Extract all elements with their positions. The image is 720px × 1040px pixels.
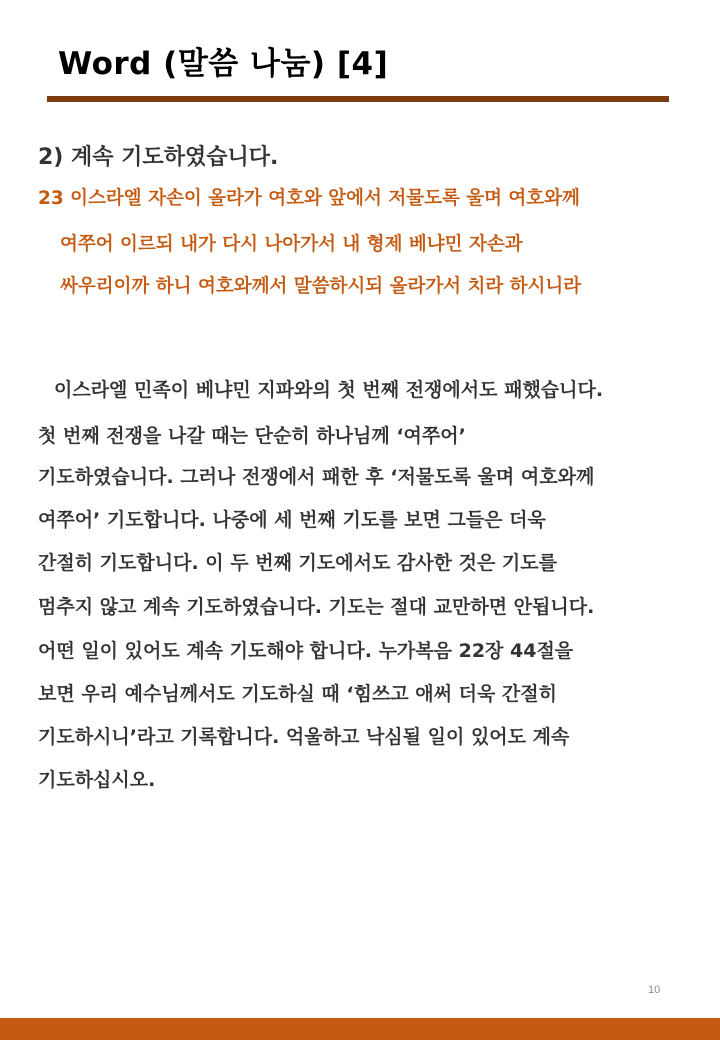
- paragraph-line: 첫 번째 전쟁을 나갈 때는 단순히 하나님께 ‘여쭈어’: [38, 425, 466, 447]
- footer-bar: [0, 1018, 720, 1040]
- slide-title: Word (말씀 나눔) [4]: [58, 46, 389, 82]
- paragraph-line: 여쭈어’ 기도합니다. 나중에 세 번째 기도를 보면 그들은 더욱: [38, 509, 546, 531]
- paragraph-line: 기도하시니’라고 기록합니다. 억울하고 낙심될 일이 있어도 계속: [38, 726, 570, 748]
- page-number: 10: [648, 984, 661, 996]
- verse-line: 23 이스라엘 자손이 올라가 여호와 앞에서 저물도록 울며 여호와께: [38, 188, 580, 209]
- paragraph-line: 멈추지 않고 계속 기도하였습니다. 기도는 절대 교만하면 안됩니다.: [38, 596, 595, 618]
- verse-line: 여쭈어 이르되 내가 다시 나아가서 내 형제 베냐민 자손과: [60, 234, 523, 255]
- verse-line: 싸우리이까 하니 여호와께서 말씀하시되 올라가서 치라 하시니라: [60, 276, 582, 297]
- paragraph-line: 보면 우리 예수님께서도 기도하실 때 ‘힘쓰고 애써 더욱 간절히: [38, 683, 557, 705]
- title-underline: [47, 96, 669, 102]
- paragraph-line: 이스라엘 민족이 베냐민 지파와의 첫 번째 전쟁에서도 패했습니다.: [54, 379, 604, 401]
- paragraph-line: 어떤 일이 있어도 계속 기도해야 합니다. 누가복음 22장 44절을: [38, 640, 574, 662]
- paragraph-line: 간절히 기도합니다. 이 두 번째 기도에서도 감사한 것은 기도를: [38, 552, 557, 574]
- paragraph-line: 기도하십시오.: [38, 769, 156, 791]
- paragraph-line: 기도하였습니다. 그러나 전쟁에서 패한 후 ‘저물도록 울며 여호와께: [38, 466, 595, 488]
- section-heading: 2) 계속 기도하였습니다.: [38, 145, 279, 170]
